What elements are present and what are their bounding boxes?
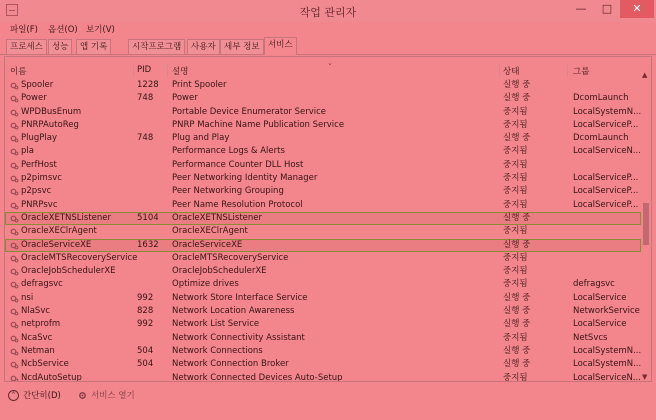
- table-row[interactable]: [5, 132, 641, 145]
- service-status: 실행 중: [503, 133, 531, 144]
- service-status: 중지됨: [503, 252, 528, 263]
- col-group[interactable]: 그룹: [573, 67, 590, 77]
- service-name: p2psvc: [21, 186, 52, 197]
- col-desc[interactable]: 설명: [172, 67, 189, 77]
- service-status: 실행 중: [503, 359, 531, 370]
- service-pid: 1228: [137, 80, 159, 90]
- service-gear-icon: [10, 268, 19, 276]
- title-bar: [0, 0, 656, 22]
- service-status: 중지됨: [503, 279, 528, 290]
- service-name: Netman: [21, 345, 55, 356]
- service-gear-icon: [10, 202, 19, 210]
- service-name: WPDBusEnum: [21, 106, 82, 117]
- service-pid: 992: [137, 292, 154, 303]
- service-group: LocalServiceP...: [573, 119, 639, 130]
- column-divider[interactable]: [133, 63, 134, 77]
- table-row[interactable]: [5, 345, 641, 358]
- service-gear-icon: [10, 308, 19, 316]
- service-group: DcomLaunch: [573, 93, 629, 104]
- service-description: Performance Counter DLL Host: [172, 159, 304, 170]
- column-header: [5, 63, 648, 79]
- service-name: PNRPAutoReg: [21, 119, 79, 130]
- service-name: NcbService: [21, 359, 69, 370]
- scroll-down-icon[interactable]: ▼: [642, 373, 648, 381]
- table-row[interactable]: [5, 172, 641, 185]
- service-description: OracleXETNSListener: [172, 212, 262, 223]
- service-group: NetworkService: [573, 306, 640, 317]
- table-row[interactable]: [5, 199, 641, 212]
- service-pid: 5104: [137, 212, 159, 223]
- table-row[interactable]: [5, 292, 641, 305]
- service-group: defragsvc: [573, 279, 615, 290]
- service-description: OracleXEClrAgent: [172, 226, 248, 237]
- service-pid: 504: [137, 345, 154, 356]
- service-status: 실행 중: [503, 306, 531, 317]
- service-gear-icon: [10, 175, 19, 183]
- service-name: Spooler: [21, 80, 54, 90]
- menu-options[interactable]: 옵션(O): [48, 25, 78, 35]
- fewer-details-button[interactable]: [8, 388, 61, 404]
- service-status: 실행 중: [503, 345, 531, 356]
- service-group: LocalServiceN...: [573, 372, 641, 382]
- gear-icon: [78, 391, 87, 400]
- service-status: 실행 중: [503, 319, 531, 330]
- minimize-button[interactable]: —: [575, 2, 587, 15]
- service-group: DcomLaunch: [573, 133, 629, 144]
- service-gear-icon: [10, 255, 19, 263]
- service-gear-icon: [10, 188, 19, 196]
- window-title: 작업 관리자: [299, 6, 357, 19]
- service-status: 중지됨: [503, 119, 528, 130]
- service-rows: [5, 79, 641, 382]
- table-row[interactable]: [5, 79, 641, 92]
- service-gear-icon: [10, 148, 19, 156]
- service-description: Network Store Interface Service: [172, 292, 308, 303]
- table-row[interactable]: [5, 318, 641, 331]
- col-pid[interactable]: PID: [137, 65, 152, 75]
- service-status: 중지됨: [503, 186, 528, 197]
- service-group: LocalService: [573, 319, 627, 330]
- service-status: 중지됨: [503, 372, 528, 382]
- table-row[interactable]: [5, 119, 641, 132]
- service-pid: 748: [137, 133, 154, 144]
- service-name: NcaSvc: [21, 332, 53, 343]
- service-group: LocalService: [573, 292, 627, 303]
- table-row[interactable]: [5, 265, 641, 278]
- service-status: 실행 중: [503, 239, 531, 250]
- footer: [0, 386, 656, 408]
- services-list: [4, 56, 652, 382]
- service-status: 실행 중: [503, 292, 531, 303]
- service-name: PerfHost: [21, 159, 57, 170]
- tab-startup[interactable]: 시작프로그램: [128, 39, 185, 54]
- service-gear-icon: [10, 295, 19, 303]
- tab-bar: [0, 36, 656, 55]
- service-group: LocalServiceP...: [573, 199, 639, 210]
- service-name: OracleServiceXE: [21, 239, 92, 250]
- tab-app-history[interactable]: 앱 기록: [76, 39, 111, 54]
- service-name: nsi: [21, 292, 34, 303]
- service-group: LocalSystemN...: [573, 359, 641, 370]
- menu-view[interactable]: 보기(V): [86, 25, 115, 35]
- table-row[interactable]: [5, 372, 641, 382]
- service-pid: 828: [137, 306, 154, 317]
- service-gear-icon: [10, 228, 19, 236]
- table-row[interactable]: [5, 332, 641, 345]
- service-name: OracleJobSchedulerXE: [21, 266, 116, 277]
- service-name: NcdAutoSetup: [21, 372, 82, 382]
- tab-services[interactable]: 서비스: [264, 37, 297, 55]
- service-status: 중지됨: [503, 266, 528, 277]
- service-description: Network Connection Broker: [172, 359, 289, 370]
- service-group: LocalSystemN...: [573, 345, 641, 356]
- close-button[interactable]: ✕: [620, 0, 654, 18]
- service-gear-icon: [10, 95, 19, 103]
- col-status[interactable]: 상태: [503, 67, 520, 77]
- service-name: OracleXEClrAgent: [21, 226, 97, 237]
- service-gear-icon: [10, 109, 19, 117]
- service-name: OracleMTSRecoveryService: [21, 252, 138, 263]
- service-group: NetSvcs: [573, 332, 608, 343]
- service-status: 실행 중: [503, 80, 531, 90]
- service-group: LocalSystemN...: [573, 106, 641, 117]
- col-name[interactable]: 이름: [10, 67, 27, 77]
- service-description: OracleMTSRecoveryService: [172, 252, 289, 263]
- scroll-up-icon[interactable]: ▲: [642, 71, 648, 79]
- service-status: 중지됨: [503, 173, 528, 184]
- scroll-thumb[interactable]: [643, 203, 649, 245]
- table-row[interactable]: [5, 278, 641, 291]
- service-description: Power: [172, 93, 198, 104]
- vertical-scrollbar[interactable]: [641, 71, 651, 381]
- open-services-label: 서비스 열기: [91, 391, 135, 401]
- service-description: Peer Name Resolution Protocol: [172, 199, 303, 210]
- service-description: OracleServiceXE: [172, 239, 243, 250]
- sort-indicator-icon: ⌄: [327, 59, 333, 67]
- service-gear-icon: [10, 135, 19, 143]
- service-status: 중지됨: [503, 159, 528, 170]
- service-pid: 1632: [137, 239, 159, 250]
- fewer-details-label: 간단히(D): [23, 391, 61, 401]
- service-status: 실행 중: [503, 212, 531, 223]
- service-pid: 748: [137, 93, 154, 104]
- service-group: LocalServiceN...: [573, 146, 641, 157]
- tab-processes[interactable]: 프로세스: [6, 39, 47, 54]
- service-name: Power: [21, 93, 47, 104]
- service-name: PNRPsvc: [21, 199, 58, 210]
- service-name: netprofm: [21, 319, 61, 330]
- service-description: Print Spooler: [172, 80, 227, 90]
- service-description: Network Location Awareness: [172, 306, 295, 317]
- service-group: LocalServiceP...: [573, 186, 639, 197]
- tab-performance[interactable]: 성능: [48, 39, 72, 54]
- table-row[interactable]: [5, 239, 641, 252]
- service-pid: 504: [137, 359, 154, 370]
- menu-bar: [0, 22, 656, 36]
- table-row[interactable]: [5, 252, 641, 265]
- service-description: Peer Networking Identity Manager: [172, 173, 318, 184]
- service-name: PlugPlay: [21, 133, 57, 144]
- table-row[interactable]: [5, 92, 641, 105]
- service-description: Network Connected Devices Auto-Setup: [172, 372, 343, 382]
- menu-file[interactable]: 파일(F): [10, 25, 38, 35]
- service-gear-icon: [10, 348, 19, 356]
- service-group: LocalServiceP...: [573, 173, 639, 184]
- service-name: pla: [21, 146, 34, 157]
- service-name: defragsvc: [21, 279, 63, 290]
- table-row[interactable]: [5, 305, 641, 318]
- service-status: 중지됨: [503, 146, 528, 157]
- service-status: 중지됨: [503, 106, 528, 117]
- service-gear-icon: [10, 82, 19, 90]
- open-services-link[interactable]: [78, 388, 135, 404]
- service-description: Plug and Play: [172, 133, 230, 144]
- service-gear-icon: [10, 335, 19, 343]
- service-gear-icon: [10, 215, 19, 223]
- service-status: 중지됨: [503, 226, 528, 237]
- service-description: Optimize drives: [172, 279, 239, 290]
- service-status: 실행 중: [503, 93, 531, 104]
- column-divider[interactable]: [499, 63, 500, 77]
- column-divider[interactable]: [567, 63, 568, 77]
- table-row[interactable]: [5, 159, 641, 172]
- service-description: Portable Device Enumerator Service: [172, 106, 327, 117]
- table-row[interactable]: [5, 106, 641, 119]
- service-gear-icon: [10, 321, 19, 329]
- service-description: Network Connectivity Assistant: [172, 332, 305, 343]
- table-row[interactable]: [5, 225, 641, 238]
- table-row[interactable]: [5, 212, 641, 225]
- service-gear-icon: [10, 122, 19, 130]
- table-row[interactable]: [5, 185, 641, 198]
- service-name: OracleXETNSListener: [21, 212, 111, 223]
- service-gear-icon: [10, 162, 19, 170]
- service-description: PNRP Machine Name Publication Service: [172, 119, 345, 130]
- maximize-button[interactable]: □: [601, 2, 613, 15]
- chevron-up-icon: ˄: [8, 390, 19, 401]
- service-gear-icon: [10, 242, 19, 250]
- tab-details[interactable]: 세부 정보: [220, 39, 264, 54]
- service-gear-icon: [10, 375, 19, 382]
- table-row[interactable]: [5, 145, 641, 158]
- service-name: p2pimsvc: [21, 173, 62, 184]
- service-description: Performance Logs & Alerts: [172, 146, 285, 157]
- service-description: Network Connections: [172, 345, 263, 356]
- service-description: OracleJobSchedulerXE: [172, 266, 267, 277]
- service-name: NlaSvc: [21, 306, 51, 317]
- service-status: 중지됨: [503, 332, 528, 343]
- tab-users[interactable]: 사용자: [187, 39, 220, 54]
- column-divider[interactable]: [167, 63, 168, 77]
- service-gear-icon: [10, 361, 19, 369]
- service-gear-icon: [10, 281, 19, 289]
- table-row[interactable]: [5, 358, 641, 371]
- service-pid: 992: [137, 319, 154, 330]
- service-description: Peer Networking Grouping: [172, 186, 284, 197]
- service-description: Network List Service: [172, 319, 260, 330]
- service-status: 중지됨: [503, 199, 528, 210]
